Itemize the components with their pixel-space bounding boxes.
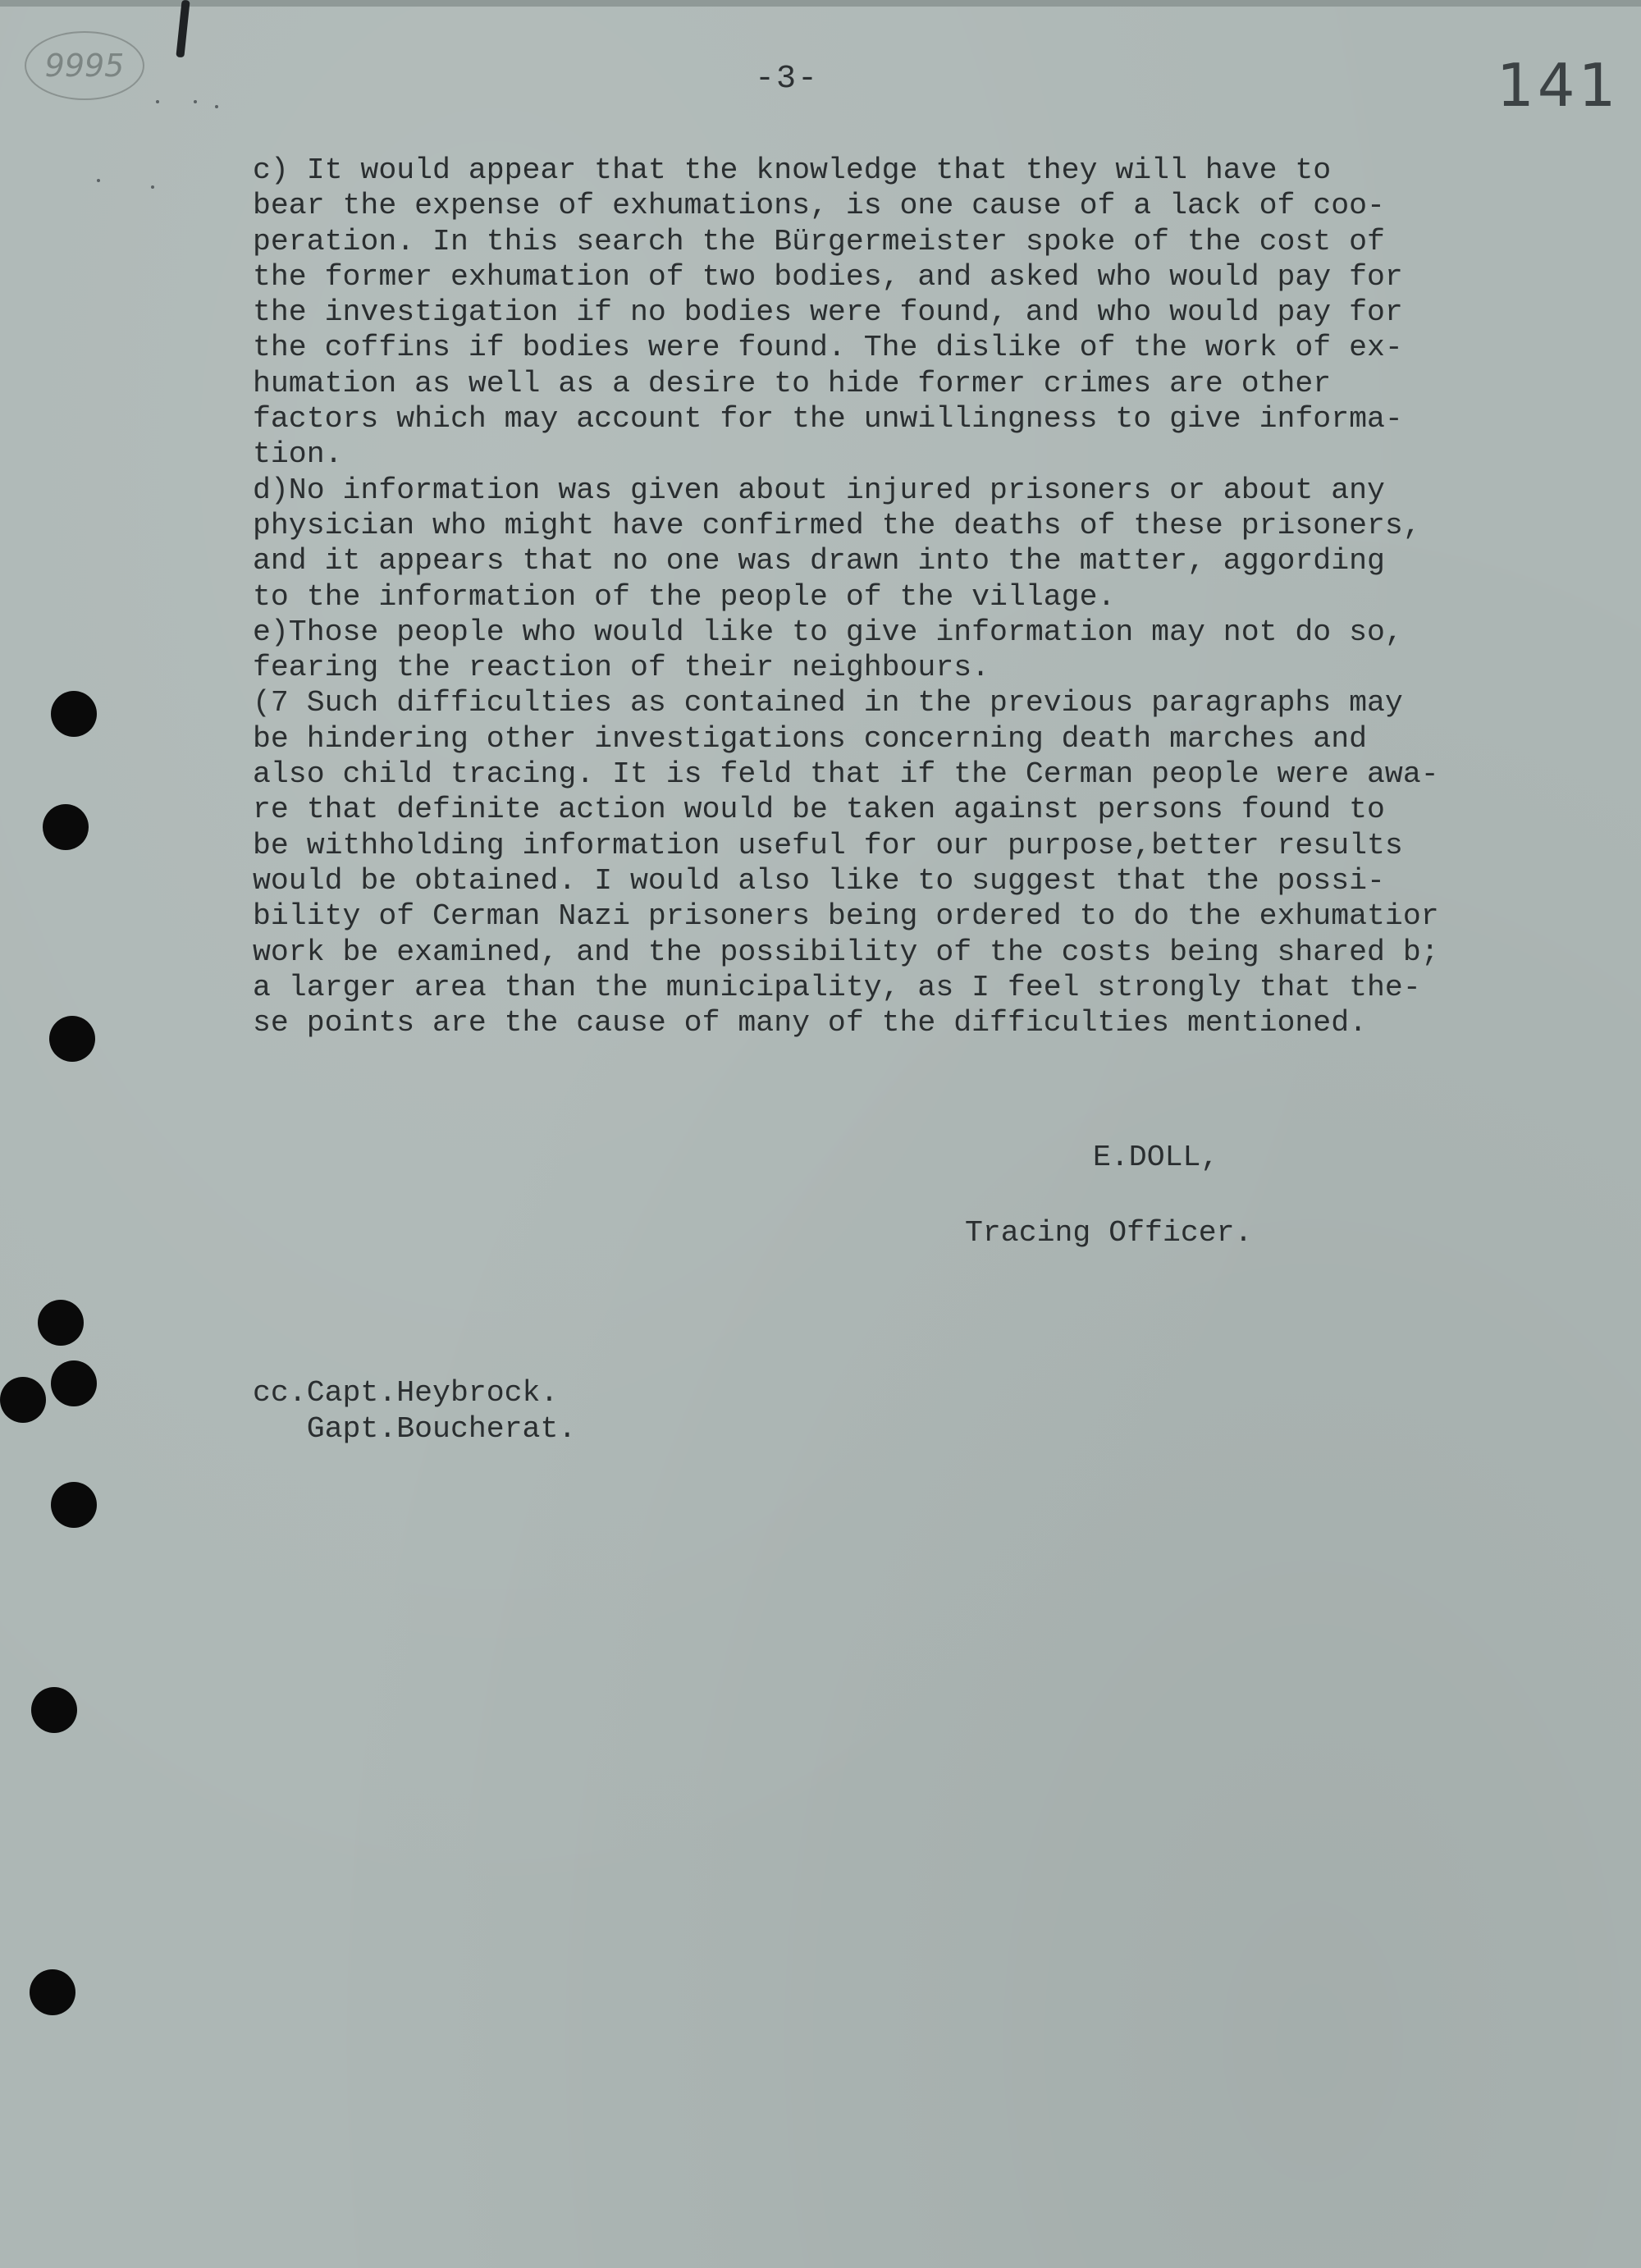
carbon-copy-list xyxy=(253,1375,576,1447)
letter-body xyxy=(253,153,1631,1040)
signature-title: Tracing Officer. xyxy=(965,1216,1253,1250)
archive-stamp xyxy=(25,31,144,100)
text-line: se points are the cause of many of the difficulties mentioned. xyxy=(253,1006,1368,1040)
punch-hole xyxy=(30,1969,75,2015)
margin-dot xyxy=(151,185,154,189)
punch-hole xyxy=(43,804,89,850)
text-line: humation as well as a desire to hide former crimes are other xyxy=(253,366,1332,400)
text-line: (7 Such difficulties as contained in the previous paragraphs may xyxy=(253,686,1403,720)
text-line: and it appears that no one was drawn into the matter, aggording xyxy=(253,544,1385,578)
punch-hole xyxy=(49,1016,95,1062)
punch-hole xyxy=(31,1687,77,1733)
folio-number: 141 xyxy=(1497,51,1620,120)
page-number: -3- xyxy=(755,61,820,98)
punch-hole xyxy=(51,1482,97,1528)
text-line: d)No information was given about injured prisoners or about any xyxy=(253,473,1385,507)
text-line: the investigation if no bodies were found, and who would pay for xyxy=(253,295,1403,330)
text-line: fearing the reaction of their neighbours. xyxy=(253,651,990,685)
punch-hole xyxy=(0,1377,46,1423)
text-line: the coffins if bodies were found. The dislike of the work of ex- xyxy=(253,331,1403,365)
text-line: factors which may account for the unwillingness to give informa- xyxy=(253,402,1403,437)
text-line: peration. In this search the Bürgermeister spoke of the cost of xyxy=(253,224,1385,258)
text-line: to the information of the people of the village. xyxy=(253,579,1116,614)
text-line: would be obtained. I would also like to suggest that the possi- xyxy=(253,863,1385,898)
punch-hole xyxy=(51,1360,97,1406)
ink-mark xyxy=(176,0,190,57)
margin-dot xyxy=(194,100,197,103)
punch-hole xyxy=(38,1300,84,1346)
text-line: be withholding information useful for our purpose,better results xyxy=(253,828,1403,862)
text-line: bear the expense of exhumations, is one cause of a lack of coo- xyxy=(253,189,1385,223)
text-line: tion. xyxy=(253,437,343,472)
margin-dot xyxy=(156,100,159,103)
text-line: c) It would appear that the knowledge that they will have to xyxy=(253,153,1332,187)
cc-recipient: cc.Capt.Heybrock. xyxy=(253,1376,559,1410)
margin-dot xyxy=(215,105,218,108)
punch-hole xyxy=(51,691,97,737)
text-line: also child tracing. It is feld that if the Cerman people were awa- xyxy=(253,757,1439,792)
text-line: re that definite action would be taken against persons found to xyxy=(253,793,1385,827)
cc-recipient: Gapt.Boucherat. xyxy=(253,1412,577,1446)
page-top-edge xyxy=(0,0,1641,7)
text-line: the former exhumation of two bodies, and asked who would pay for xyxy=(253,259,1403,294)
stamp-number: 9995 xyxy=(44,48,125,84)
text-line: be hindering other investigations concerning death marches and xyxy=(253,721,1368,756)
margin-dot xyxy=(97,179,100,182)
text-line: a larger area than the municipality, as I feel strongly that the- xyxy=(253,970,1421,1004)
text-line: e)Those people who would like to give information may not do so, xyxy=(253,615,1403,649)
text-line: work be examined, and the possibility of the costs being shared b; xyxy=(253,935,1439,969)
text-line: bility of Cerman Nazi prisoners being ordered to do the exhumatior xyxy=(253,899,1439,934)
signature-name: E.DOLL, xyxy=(1093,1141,1219,1174)
text-line: physician who might have confirmed the deaths of these prisoners, xyxy=(253,508,1421,542)
